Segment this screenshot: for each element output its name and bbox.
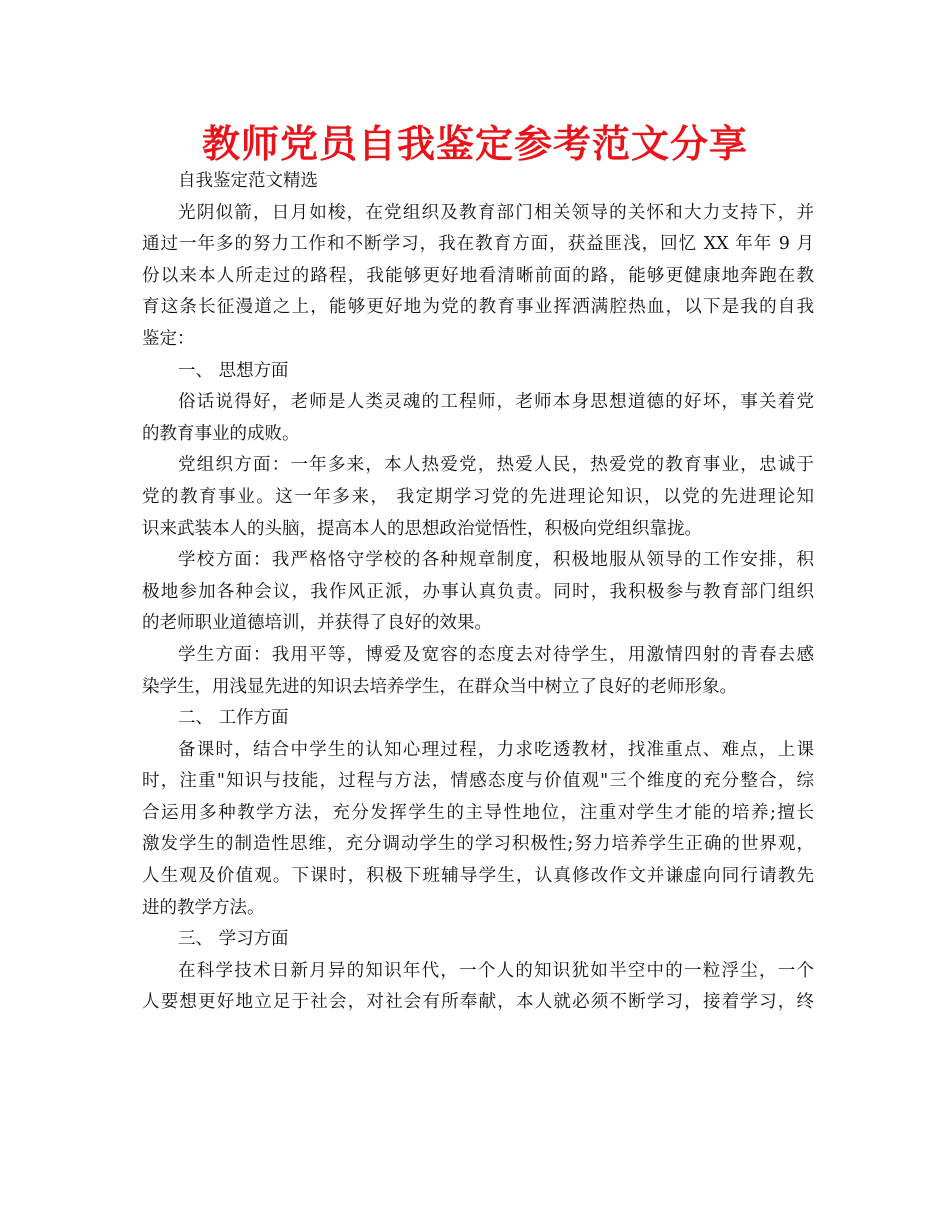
section-heading-thought: 一、 思想方面 (178, 360, 289, 381)
paragraph-line: 备课时，结合中学生的认知心理过程，力求吃透教材，找准重点、难点，上课 (178, 739, 814, 760)
paragraph-line: 人生观及价值观。下课时，积极下班辅导学生，认真修改作文并谦虚向同行请教先 (142, 866, 814, 887)
paragraph-line: 染学生，用浅显先进的知识去培养学生，在群众当中树立了良好的老师形象。 (142, 676, 737, 697)
paragraph-work (142, 735, 814, 925)
document-subtitle: 自我鉴定范文精选 (178, 171, 318, 191)
paragraph-line: 光阴似箭，日月如梭，在党组织及教育部门相关领导的关怀和大力支持下，并 (178, 202, 814, 223)
document-title: 教师党员自我鉴定参考范文分享 (201, 122, 748, 166)
paragraph-line: 识来武装本人的头脑，提高本人的思想政治觉悟性，积极向党组织靠拢。 (142, 518, 702, 539)
paragraph-line: 党组织方面：一年多来，本人热爱党，热爱人民，热爱党的教育事业，忠诚于 (178, 455, 814, 476)
paragraph-study (142, 956, 814, 1019)
paragraph-line: 的教育事业的成败。 (142, 423, 300, 444)
paragraph-thought (142, 387, 814, 450)
section-heading-work: 二、 工作方面 (178, 708, 289, 729)
paragraph-line: 在科学技术日新月异的知识年代，一个人的知识犹如半空中的一粒浮尘，一个 (178, 960, 814, 981)
paragraph-school (142, 545, 814, 640)
paragraph-line: 鉴定： (142, 328, 195, 349)
paragraph-line: 俗话说得好，老师是人类灵魂的工程师，老师本身思想道德的好坏，事关着党 (178, 392, 814, 413)
paragraph-intro (142, 198, 814, 356)
paragraph-party (142, 450, 814, 545)
paragraph-line: 通过一年多的努力工作和不断学习，我在教育方面，获益匪浅，回忆 XX 年年 9 月 (142, 234, 814, 255)
paragraph-line: 激发学生的制造性思维，充分调动学生的学习积极性;努力培养学生正确的世界观， (142, 834, 814, 855)
paragraph-line: 进的教学方法。 (142, 897, 265, 918)
paragraph-line: 份以来本人所走过的路程，我能够更好地看清晰前面的路，能够更健康地奔跑在教 (142, 265, 814, 286)
paragraph-students (142, 640, 814, 703)
document-body (142, 166, 814, 1019)
paragraph-line: 人要想更好地立足于社会，对社会有所奉献，本人就必须不断学习，接着学习，终 (142, 992, 814, 1013)
paragraph-line: 时，注重"知识与技能，过程与方法，情感态度与价值观"三个维度的充分整合，综 (142, 771, 814, 792)
paragraph-line: 党的教育事业。这一年多来， 我定期学习党的先进理论知识，以党的先进理论知 (142, 486, 814, 507)
paragraph-line: 合运用多种教学方法，充分发挥学生的主导性地位，注重对学生才能的培养;擅长 (142, 802, 814, 823)
paragraph-line: 极地参加各种会议，我作风正派，办事认真负责。同时，我积极参与教育部门组织 (142, 581, 814, 602)
paragraph-line: 育这条长征漫道之上，能够更好地为党的教育事业挥洒满腔热血，以下是我的自我 (142, 297, 814, 318)
paragraph-line: 的老师职业道德培训，并获得了良好的效果。 (142, 613, 492, 634)
paragraph-line: 学校方面：我严格恪守学校的各种规章制度，积极地服从领导的工作安排，积 (178, 550, 814, 571)
section-heading-study: 三、 学习方面 (178, 929, 289, 950)
paragraph-line: 学生方面：我用平等，博爱及宽容的态度去对待学生，用激情四射的青春去感 (178, 644, 814, 665)
